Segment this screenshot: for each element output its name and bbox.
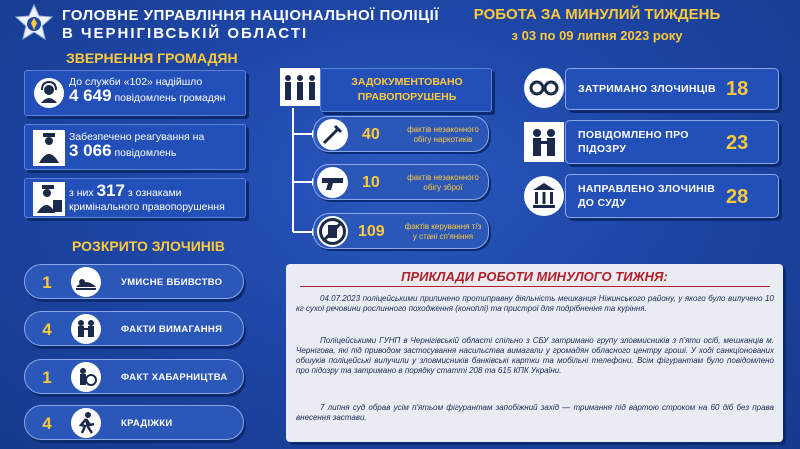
solved-label: КРАДІЖКИ — [121, 418, 173, 429]
solved-item — [24, 264, 244, 299]
criminal-card — [24, 178, 246, 218]
solved-label: ФАКТИ ВИМАГАННЯ — [121, 324, 223, 335]
solved-title: РОЗКРИТО ЗЛОЧИНІВ — [72, 238, 225, 254]
criminal-mid: з ознаками — [127, 187, 182, 199]
appeals-title: ЗВЕРНЕННЯ ГРОМАДЯН — [66, 50, 238, 66]
response-card — [24, 124, 246, 170]
documented-title-line1: ЗАДОКУМЕНТОВАНО — [351, 76, 463, 88]
documented-number: 40 — [362, 126, 380, 143]
solved-number: 1 — [42, 368, 52, 387]
solved-label: УМИСНЕ ВБИВСТВО — [121, 277, 223, 288]
arrested-number: 18 — [726, 78, 749, 100]
response-post: повідомлень — [114, 147, 177, 159]
investigator-icon — [33, 182, 65, 216]
police-logo — [14, 4, 54, 46]
documented-item — [313, 164, 489, 200]
solved-number: 4 — [42, 414, 52, 433]
calls-post: повідомлень громадян — [114, 92, 226, 104]
week-title: РОБОТА ЗА МИНУЛИЙ ТИЖДЕНЬ — [473, 6, 721, 23]
solved-label: ФАКТ ХАБАРНИЦТВА — [121, 372, 228, 383]
handcuffs-icon — [524, 68, 564, 108]
court-icon — [524, 176, 564, 216]
calls-card — [24, 70, 246, 116]
example-paragraph-2: Поліцейськими ГУНП в Чернігівській області спільно з СБУ затримано групу зловмисників з п'яти осіб, мешканців м. Чернігова, які під приводом застосування насильства вимагали у громадян обласного центру гроші. У ході санкціонованих обшуків поліцейські вилучили у зловмисників банківські картки та мобільні телефони. Всім фігурантам було повідомлено про підозру та затримано в порядку статті 208 та 615 КПК України. — [296, 336, 774, 375]
suspicion-card — [565, 120, 779, 164]
operator-icon — [33, 77, 65, 109]
calls-number: 4 649 — [69, 86, 112, 105]
documented-item — [313, 213, 489, 249]
documented-label-line2: у стані сп'яніння — [412, 232, 474, 241]
solved-number: 1 — [42, 273, 52, 292]
pistol-icon — [317, 167, 348, 198]
police-officer-icon — [33, 130, 65, 166]
suspicion-label-line2: ПІДОЗРУ — [578, 143, 627, 155]
examples-divider — [300, 286, 770, 287]
solved-number: 4 — [42, 320, 52, 339]
suspect-icon — [524, 122, 564, 162]
criminal-post: кримінального правопорушення — [69, 201, 225, 213]
documented-label-line2: обігу зброї — [423, 183, 463, 192]
documented-number: 109 — [358, 223, 385, 240]
example-paragraph-3: 7 липня суд обрав усім п'ятьом фігурантам запобіжний захід — тримання під вартою строком на 60 діб без права внесення застави. — [296, 403, 774, 422]
arrested-card — [565, 68, 779, 110]
people-group-icon — [280, 68, 320, 106]
documented-card — [320, 68, 492, 112]
calls-pre: До служби «102» надійшло — [69, 76, 203, 88]
court-number: 28 — [726, 186, 749, 208]
response-pre: Забезпечено реагування на — [69, 131, 205, 143]
suspicion-label-line1: ПОВІДОМЛЕНО ПРО — [578, 129, 689, 141]
criminal-number: 317 — [96, 181, 125, 200]
solved-item — [24, 405, 244, 440]
documented-label-line1: фактів незаконного — [407, 173, 479, 182]
week-dates: з 03 по 09 липня 2023 року — [511, 28, 683, 43]
documented-label-line1: фактів незаконного — [407, 125, 479, 134]
bribery-icon — [71, 362, 101, 392]
documented-label-line1: фактів керування т/з — [404, 222, 482, 231]
extortion-icon — [71, 314, 101, 344]
court-card — [565, 174, 779, 218]
court-label-line1: НАПРАВЛЕНО ЗЛОЧИНІВ — [578, 183, 716, 195]
documented-item — [313, 116, 489, 152]
murder-icon — [71, 267, 101, 297]
examples-title: ПРИКЛАДИ РОБОТИ МИНУЛОГО ТИЖНЯ: — [401, 269, 668, 284]
suspicion-number: 23 — [726, 132, 749, 154]
syringe-icon — [317, 119, 348, 150]
response-number: 3 066 — [69, 141, 112, 160]
org-title-line1: ГОЛОВНЕ УПРАВЛІННЯ НАЦІОНАЛЬНОЇ ПОЛІЦІЇ — [62, 7, 439, 24]
documented-title-line2: ПРАВОПОРУШЕНЬ — [357, 91, 457, 103]
court-label-line2: ДО СУДУ — [578, 197, 627, 209]
solved-item — [24, 359, 244, 394]
documented-number: 10 — [362, 174, 380, 191]
documented-label-line2: обігу наркотиків — [413, 135, 473, 144]
example-paragraph-1: 04.07.2023 поліцейськими припинено протиправну діяльність мешканця Ніжинського району, у якого було вилучено 10 кг сухої речовини рослинного походження (коноплі) та пристрої для подрібнення та куріння. — [296, 294, 774, 313]
criminal-pre: з них — [69, 187, 94, 199]
theft-icon — [71, 408, 101, 438]
solved-item — [24, 311, 244, 346]
arrested-label: ЗАТРИМАНО ЗЛОЧИНЦІВ — [578, 83, 716, 95]
org-title-line2: В ЧЕРНІГІВСЬКІЙ ОБЛАСТІ — [62, 25, 309, 42]
no-alcohol-icon — [317, 216, 348, 247]
